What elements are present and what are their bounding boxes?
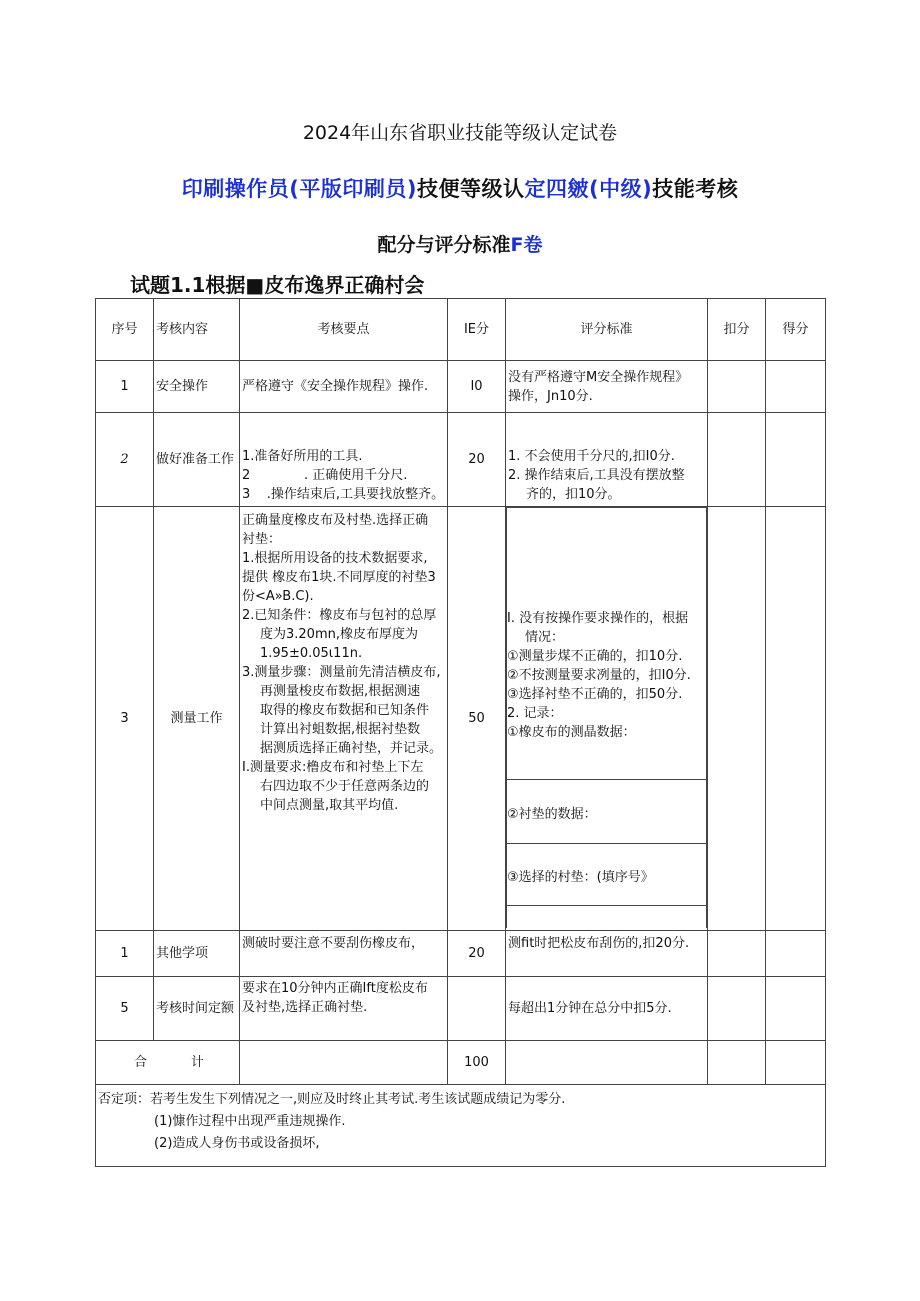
points-line: 2 . 正确使用千分尺.: [242, 468, 408, 483]
total-label: [96, 1041, 240, 1085]
header-points: 考核要点: [240, 299, 448, 361]
row-index: 5: [96, 977, 154, 1041]
scoring-table: [95, 298, 826, 1167]
points-line: 度为3.20mn,橡皮布厚度为: [260, 627, 418, 642]
row-content: 其他学项: [154, 931, 240, 977]
total-points: [240, 1041, 448, 1085]
row-criteria: [506, 507, 708, 931]
got-cell[interactable]: [766, 361, 826, 413]
subtitle-part1: 印刷操作员(平版印刷员): [181, 177, 417, 201]
item-heading: 试题1.1根据■皮布逸界正确村会: [130, 273, 425, 297]
header-index: 序号: [96, 299, 154, 361]
criteria-line: 2. 记录：: [507, 706, 563, 721]
selected-pad-field[interactable]: [507, 844, 707, 906]
note-line: (2)造成人身伤书或设备损坏,: [154, 1136, 320, 1151]
table-row: [96, 361, 826, 413]
table-row: [96, 977, 826, 1041]
subtitle-part4: 技能考核: [652, 177, 739, 201]
got-cell[interactable]: [766, 507, 826, 931]
row-points: [240, 507, 448, 931]
criteria-line: ③选择的村垫：(填序号》: [507, 870, 654, 885]
header-content: 考核内容: [154, 299, 240, 361]
points-line: 中间点测量,取其平均值.: [260, 798, 399, 813]
criteria-block: [507, 508, 707, 780]
criteria-line: ①橡皮布的测晶数据：: [507, 725, 636, 740]
criteria-line: 情况：: [525, 630, 565, 645]
row-index: 1: [96, 361, 154, 413]
row-points: 严格遵守《安全操作规程》操作.: [240, 361, 448, 413]
row-index: 1: [96, 931, 154, 977]
deduct-cell[interactable]: [708, 507, 766, 931]
row-criteria: 测fit时把松皮布刮伤的,扣20分.: [506, 931, 708, 977]
deduct-cell[interactable]: [708, 977, 766, 1041]
points-line: 要求在10分钟内正确Ift度松皮布: [242, 981, 428, 996]
header-deduct: 扣分: [708, 299, 766, 361]
row-criteria: [506, 413, 708, 507]
points-line: 右四边取不少于任意两条边的: [260, 779, 430, 794]
header-row: [96, 299, 826, 361]
total-score: 100: [448, 1041, 506, 1085]
criteria-line: 齐的，扣10分。: [526, 487, 621, 502]
points-line: 3 .操作结束后,工具要找放整齐。: [242, 487, 445, 502]
total-label-left: 合: [134, 1055, 148, 1070]
criteria-subtable: [506, 507, 707, 928]
total-deduct[interactable]: [708, 1041, 766, 1085]
row-content: 考核时间定额: [154, 977, 240, 1041]
note-line: (1)慷作过程中出现严重违规操作.: [154, 1114, 346, 1129]
row-content: 安全操作: [154, 361, 240, 413]
points-line: 据测质选择正确衬垫，并记录。: [260, 741, 443, 756]
table-row: [96, 413, 826, 507]
total-row: [96, 1041, 826, 1085]
blank-field[interactable]: [507, 906, 707, 928]
points-line: 计算出衬蛆数据,根据衬垫数: [260, 722, 421, 737]
note-line: 否定项：若考生发生下列情况之一,则应及时终止其考试.考生该试题成绩记为零分.: [98, 1092, 566, 1107]
veto-note: [96, 1085, 826, 1167]
scoring-title: [0, 230, 920, 257]
subtitle-part3: 定四皴(中级): [524, 177, 653, 201]
row-score: [448, 977, 506, 1041]
scoring-title-part2: F卷: [510, 234, 543, 256]
total-got[interactable]: [766, 1041, 826, 1085]
points-line: 及衬垫,选择正确衬垫.: [242, 1000, 368, 1015]
row-points: [240, 977, 448, 1041]
got-cell[interactable]: [766, 977, 826, 1041]
points-line: 取得的橡皮布数据和已知条件: [260, 703, 430, 718]
points-line: 衬垫：: [242, 532, 282, 547]
points-line: 提供 橡皮布1块.不同厚度的衬垫3: [242, 570, 436, 585]
deduct-cell[interactable]: [708, 361, 766, 413]
points-line: 1.根据所用设备的技术数据要求,: [242, 551, 428, 566]
points-line: 3.测量步骤：测量前先清洁横皮布,: [242, 665, 441, 680]
criteria-line: I. 没有按操作要求操作的，根据: [507, 611, 689, 626]
scoring-title-part1: 配分与评分标准: [377, 234, 511, 256]
criteria-line: 2. 操作结束后,工具没有摆放整: [508, 468, 685, 483]
row-points: [240, 413, 448, 507]
row-criteria: [506, 361, 708, 413]
row-content: 做好准备工作: [154, 413, 240, 507]
row-index: 3: [96, 507, 154, 931]
header-criteria: 评分标准: [506, 299, 708, 361]
points-line: 正确量度橡皮布及村垫.选择正确: [242, 513, 429, 528]
criteria-line: ③选择衬垫不正确的，扣50分.: [507, 687, 683, 702]
row-score: 50: [448, 507, 506, 931]
subtitle-part2: 技便等级认: [417, 177, 525, 201]
deduct-cell[interactable]: [708, 931, 766, 977]
criteria-line: ②不按测量要求冽量的，扣I0分.: [507, 668, 691, 683]
note-row: [96, 1085, 826, 1167]
got-cell[interactable]: [766, 931, 826, 977]
criteria-line: 操作，Jn10分.: [508, 388, 593, 404]
pad-data-field[interactable]: [507, 780, 707, 844]
table-row: [96, 931, 826, 977]
header-got: 得分: [766, 299, 826, 361]
points-line: 2.已知条件：橡皮布与包衬的总厚: [242, 608, 437, 623]
total-label-right: 计: [191, 1055, 205, 1070]
exam-subtitle: [0, 173, 920, 203]
points-line: 份<A»B.C).: [242, 589, 314, 604]
criteria-line: 1. 不会使用千分尺的,扣I0分.: [508, 449, 675, 464]
row-points: 测破时要注意不要刮伤橡皮布，: [240, 931, 448, 977]
total-criteria: [506, 1041, 708, 1085]
exam-title: 2024年山东省职业技能等级认定试卷: [302, 122, 618, 144]
deduct-cell[interactable]: [708, 413, 766, 507]
row-criteria: 每超出1分钟在总分中扣5分.: [506, 977, 708, 1041]
row-index: 2: [96, 413, 154, 507]
points-line: I.测量要求:橹皮布和衬垫上下左: [242, 760, 424, 775]
row-score: 20: [448, 931, 506, 977]
criteria-line: ①测量步煤不正确的，扣10分.: [507, 649, 683, 664]
criteria-line: 没有严格遵守M安全操作规程》: [508, 369, 689, 385]
row-score: 20: [448, 413, 506, 507]
row-content: 测量工作: [154, 507, 240, 931]
points-line: 1.准备好所用的工具.: [242, 449, 363, 464]
got-cell[interactable]: [766, 413, 826, 507]
row-score: I0: [448, 361, 506, 413]
header-score: IE分: [448, 299, 506, 361]
points-line: 再测量梭皮布数据,根据测速: [260, 684, 421, 699]
points-line: 1.95±0.05ι11n.: [260, 646, 363, 661]
table-row: [96, 507, 826, 931]
criteria-line: ②衬垫的数据：: [507, 807, 597, 822]
